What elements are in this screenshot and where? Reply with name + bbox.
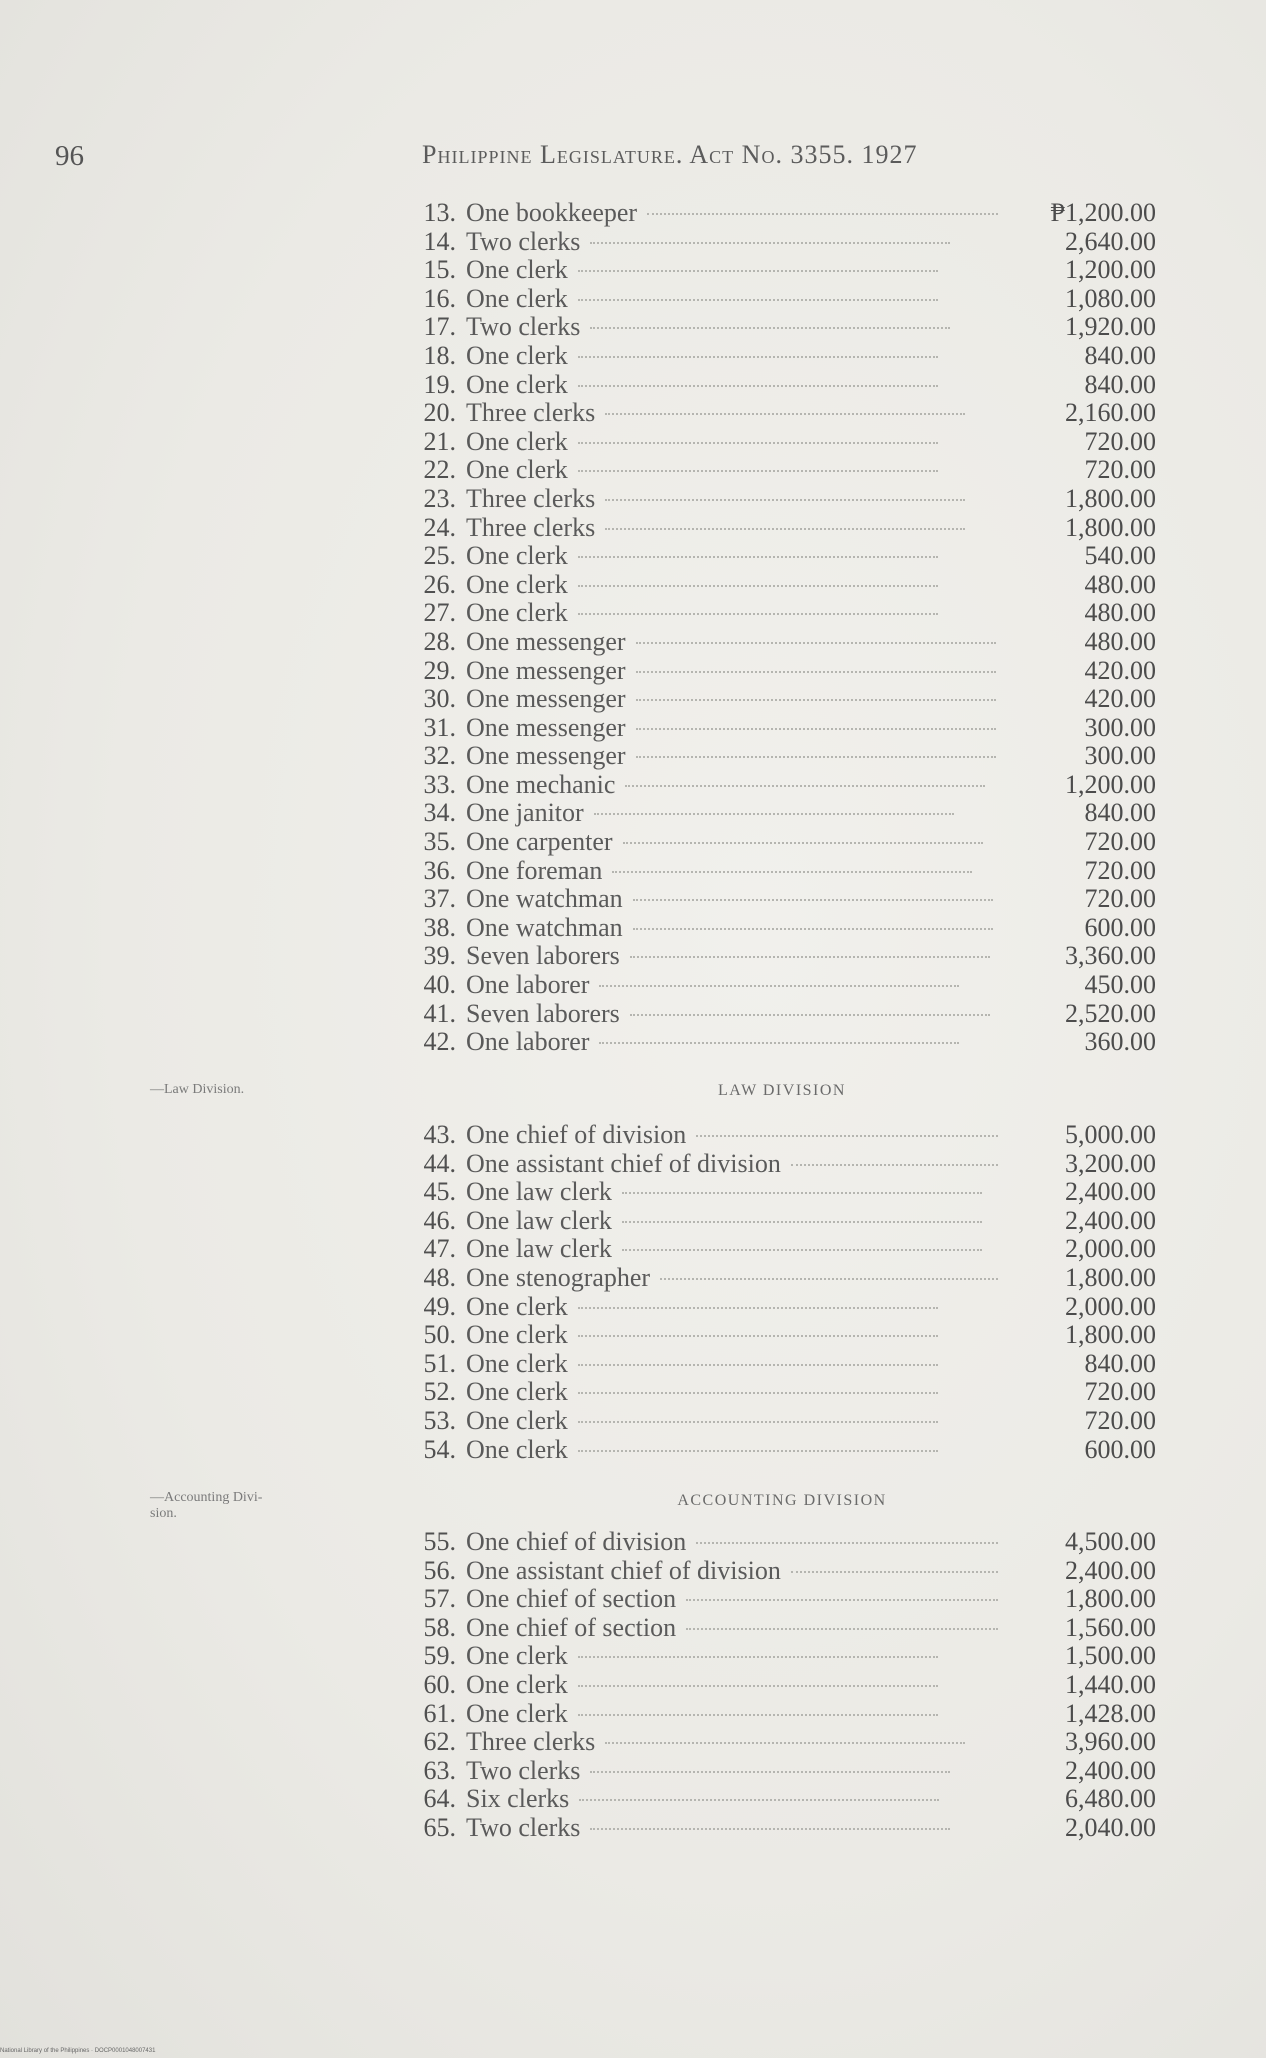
item-description: One clerk — [466, 283, 568, 313]
item-number: 60. — [423, 1669, 456, 1699]
item-amount: 2,400.00 — [1065, 1177, 1156, 1207]
dot-leader — [622, 1221, 982, 1223]
item-number: 62. — [423, 1727, 456, 1757]
item-description: One carpenter — [466, 827, 613, 857]
list-item — [408, 1613, 1156, 1642]
item-description: One clerk — [466, 569, 568, 599]
dot-leader — [599, 1042, 959, 1044]
list-item — [408, 513, 1156, 542]
item-description: One bookkeeper — [466, 198, 638, 227]
dot-leader — [578, 1335, 938, 1337]
item-number: 53. — [423, 1405, 456, 1435]
item-number: 43. — [423, 1120, 456, 1149]
list-item — [408, 1641, 1156, 1670]
item-amount: 720.00 — [1084, 827, 1156, 857]
item-amount: 2,400.00 — [1065, 1555, 1156, 1585]
list-item — [408, 398, 1156, 427]
item-description: One messenger — [466, 741, 626, 771]
dot-leader — [636, 756, 996, 758]
list-item — [408, 1320, 1156, 1349]
item-description: One clerk — [466, 1698, 568, 1728]
list-item — [408, 1584, 1156, 1613]
item-description: One clerk — [466, 455, 568, 485]
item-number: 41. — [423, 998, 456, 1028]
dot-leader — [791, 1571, 998, 1573]
item-amount: 1,428.00 — [1065, 1698, 1156, 1728]
dot-leader — [578, 470, 938, 472]
item-amount: 720.00 — [1084, 884, 1156, 914]
list-item — [408, 1527, 1156, 1556]
item-amount: 720.00 — [1084, 1405, 1156, 1435]
appropriation-list-general — [408, 198, 1156, 1056]
list-item — [408, 312, 1156, 341]
item-number: 17. — [423, 312, 456, 342]
item-description: One watchman — [466, 884, 623, 914]
dot-leader — [578, 1450, 938, 1452]
list-item — [408, 198, 1156, 227]
item-amount: 3,360.00 — [1065, 941, 1156, 971]
dot-leader — [612, 871, 972, 873]
item-description: One clerk — [466, 1291, 568, 1321]
item-description: One clerk — [466, 1641, 568, 1671]
dot-leader — [578, 1364, 938, 1366]
item-description: One chief of division — [466, 1527, 687, 1556]
item-description: One clerk — [466, 541, 568, 571]
item-number: 22. — [423, 455, 456, 485]
item-description: Two clerks — [466, 1812, 581, 1842]
item-description: One clerk — [466, 1434, 568, 1464]
item-number: 42. — [423, 1027, 456, 1057]
item-number: 45. — [423, 1177, 456, 1207]
marginal-note-line: —Accounting Divi- — [150, 1490, 263, 1505]
running-head: Philippine Legislature. Act No. 3355. 1927 — [422, 140, 918, 169]
list-item — [408, 999, 1156, 1028]
dot-leader — [578, 299, 938, 301]
item-description: Three clerks — [466, 483, 596, 513]
item-number: 31. — [423, 712, 456, 742]
appropriation-list-accounting-division — [408, 1527, 1156, 1842]
list-item — [408, 570, 1156, 599]
list-item — [408, 1263, 1156, 1292]
list-item — [408, 1727, 1156, 1756]
dot-leader — [647, 213, 998, 215]
dot-leader — [636, 728, 996, 730]
dot-leader — [605, 528, 965, 530]
list-item — [408, 941, 1156, 970]
item-amount: 2,160.00 — [1065, 398, 1156, 428]
item-amount: 600.00 — [1084, 912, 1156, 942]
item-amount: 840.00 — [1084, 340, 1156, 370]
list-item — [408, 1435, 1156, 1464]
item-description: Seven laborers — [466, 941, 620, 971]
item-description: One assistant chief of division — [466, 1555, 781, 1585]
item-amount: 2,520.00 — [1065, 998, 1156, 1028]
item-amount: 1,800.00 — [1065, 1584, 1156, 1614]
item-description: One clerk — [466, 598, 568, 628]
dot-leader — [590, 327, 950, 329]
item-amount: 3,960.00 — [1065, 1727, 1156, 1757]
dot-leader — [578, 1421, 938, 1423]
item-description: One chief of division — [466, 1120, 687, 1149]
item-number: 54. — [423, 1434, 456, 1464]
list-item — [408, 1349, 1156, 1378]
item-amount: 420.00 — [1084, 684, 1156, 714]
item-description: Two clerks — [466, 312, 581, 342]
item-amount: 2,400.00 — [1065, 1755, 1156, 1785]
list-item — [408, 913, 1156, 942]
dot-leader — [579, 1799, 939, 1801]
item-amount: 1,800.00 — [1065, 1262, 1156, 1292]
item-amount: 480.00 — [1084, 569, 1156, 599]
dot-leader — [590, 1828, 950, 1830]
list-item — [408, 370, 1156, 399]
dot-leader — [599, 985, 959, 987]
list-item — [408, 656, 1156, 685]
item-description: One laborer — [466, 1027, 590, 1057]
item-number: 19. — [423, 369, 456, 399]
dot-leader — [633, 928, 993, 930]
dot-leader — [578, 556, 938, 558]
dot-leader — [696, 1542, 998, 1544]
dot-leader — [590, 242, 950, 244]
dot-leader — [622, 1192, 982, 1194]
section-heading-accounting-division: ACCOUNTING DIVISION — [677, 1492, 887, 1509]
list-item — [408, 713, 1156, 742]
item-number: 13. — [423, 198, 456, 227]
item-description: One mechanic — [466, 769, 616, 799]
item-number: 30. — [423, 684, 456, 714]
item-number: 56. — [423, 1555, 456, 1585]
item-number: 48. — [423, 1262, 456, 1292]
item-description: One messenger — [466, 684, 626, 714]
dot-leader — [578, 1656, 938, 1658]
item-number: 55. — [423, 1527, 456, 1556]
item-number: 46. — [423, 1205, 456, 1235]
item-description: One foreman — [466, 855, 603, 885]
item-description: One messenger — [466, 712, 626, 742]
item-amount: 720.00 — [1084, 855, 1156, 885]
item-number: 27. — [423, 598, 456, 628]
item-amount: 1,200.00 — [1065, 255, 1156, 285]
list-item — [408, 798, 1156, 827]
item-description: One clerk — [466, 1348, 568, 1378]
item-description: One laborer — [466, 970, 590, 1000]
list-item — [408, 1292, 1156, 1321]
item-description: One clerk — [466, 1320, 568, 1350]
dot-leader — [578, 442, 938, 444]
item-number: 25. — [423, 541, 456, 571]
list-item — [408, 1699, 1156, 1728]
item-number: 18. — [423, 340, 456, 370]
item-amount: 420.00 — [1084, 655, 1156, 685]
item-description: Three clerks — [466, 398, 596, 428]
list-item — [408, 627, 1156, 656]
item-number: 59. — [423, 1641, 456, 1671]
item-number: 52. — [423, 1377, 456, 1407]
item-number: 51. — [423, 1348, 456, 1378]
dot-leader — [578, 1307, 938, 1309]
item-description: One messenger — [466, 626, 626, 656]
item-number: 39. — [423, 941, 456, 971]
dot-leader — [594, 813, 954, 815]
item-amount: 480.00 — [1084, 598, 1156, 628]
list-item — [408, 1206, 1156, 1235]
section-heading-law-division: LAW DIVISION — [718, 1082, 846, 1099]
dot-leader — [578, 270, 938, 272]
item-amount: 840.00 — [1084, 369, 1156, 399]
list-item — [408, 827, 1156, 856]
item-amount: 2,400.00 — [1065, 1205, 1156, 1235]
item-amount: 1,560.00 — [1065, 1612, 1156, 1642]
item-number: 20. — [423, 398, 456, 428]
list-item — [408, 1149, 1156, 1178]
marginal-note-law-division: —Law Division. — [150, 1082, 245, 1097]
item-description: One clerk — [466, 1669, 568, 1699]
dot-leader — [686, 1628, 998, 1630]
item-number: 26. — [423, 569, 456, 599]
item-amount: 1,500.00 — [1065, 1641, 1156, 1671]
item-description: Three clerks — [466, 1727, 596, 1757]
item-description: Two clerks — [466, 226, 581, 256]
item-description: One stenographer — [466, 1262, 651, 1292]
dot-leader — [622, 1249, 982, 1251]
dot-leader — [660, 1278, 998, 1280]
item-amount: 2,040.00 — [1065, 1812, 1156, 1842]
item-description: One clerk — [466, 340, 568, 370]
item-description: One law clerk — [466, 1205, 612, 1235]
dot-leader — [633, 899, 993, 901]
list-item — [408, 1027, 1156, 1056]
item-amount: 5,000.00 — [1065, 1120, 1156, 1149]
item-amount: 300.00 — [1084, 712, 1156, 742]
dot-leader — [636, 671, 996, 673]
item-number: 49. — [423, 1291, 456, 1321]
item-amount: 720.00 — [1084, 1377, 1156, 1407]
item-description: One law clerk — [466, 1177, 612, 1207]
item-amount: 1,920.00 — [1065, 312, 1156, 342]
archive-footer: National Library of the Philippines · DOCP0001048007431 — [0, 2048, 156, 2054]
item-number: 57. — [423, 1584, 456, 1614]
item-amount: 360.00 — [1084, 1027, 1156, 1057]
dot-leader — [625, 785, 985, 787]
list-item — [408, 1234, 1156, 1263]
item-description: One clerk — [466, 369, 568, 399]
item-amount: 840.00 — [1084, 798, 1156, 828]
dot-leader — [578, 585, 938, 587]
item-amount: 1,800.00 — [1065, 512, 1156, 542]
item-number: 65. — [423, 1812, 456, 1842]
list-item — [408, 1813, 1156, 1842]
item-number: 36. — [423, 855, 456, 885]
item-number: 35. — [423, 827, 456, 857]
list-item — [408, 884, 1156, 913]
dot-leader — [578, 385, 938, 387]
marginal-note-line: sion. — [150, 1506, 177, 1521]
item-amount: 4,500.00 — [1065, 1527, 1156, 1556]
item-amount: 540.00 — [1084, 541, 1156, 571]
page-number: 96 — [55, 140, 84, 172]
list-item — [408, 1120, 1156, 1149]
item-number: 23. — [423, 483, 456, 513]
item-amount: 2,000.00 — [1065, 1234, 1156, 1264]
dot-leader — [630, 1014, 990, 1016]
item-amount: 1,080.00 — [1065, 283, 1156, 313]
item-description: One chief of section — [466, 1612, 677, 1642]
dot-leader — [686, 1599, 998, 1601]
list-item — [408, 770, 1156, 799]
list-item — [408, 284, 1156, 313]
list-item — [408, 741, 1156, 770]
item-description: One watchman — [466, 912, 623, 942]
dot-leader — [605, 499, 965, 501]
dot-leader — [578, 1714, 938, 1716]
item-amount: 1,800.00 — [1065, 1320, 1156, 1350]
item-number: 16. — [423, 283, 456, 313]
item-number: 14. — [423, 226, 456, 256]
item-description: One messenger — [466, 655, 626, 685]
item-number: 37. — [423, 884, 456, 914]
item-number: 34. — [423, 798, 456, 828]
item-amount: 2,000.00 — [1065, 1291, 1156, 1321]
item-amount: 1,800.00 — [1065, 483, 1156, 513]
dot-leader — [578, 356, 938, 358]
item-number: 28. — [423, 626, 456, 656]
item-description: One janitor — [466, 798, 584, 828]
item-number: 61. — [423, 1698, 456, 1728]
appropriation-list-law-division — [408, 1120, 1156, 1463]
item-number: 15. — [423, 255, 456, 285]
list-item — [408, 1377, 1156, 1406]
item-number: 33. — [423, 769, 456, 799]
list-item — [408, 1177, 1156, 1206]
item-amount: 720.00 — [1084, 455, 1156, 485]
dot-leader — [791, 1164, 998, 1166]
list-item — [408, 341, 1156, 370]
list-item — [408, 227, 1156, 256]
item-description: One law clerk — [466, 1234, 612, 1264]
dot-leader — [623, 842, 983, 844]
list-item — [408, 1406, 1156, 1435]
item-amount: 3,200.00 — [1065, 1148, 1156, 1178]
item-number: 24. — [423, 512, 456, 542]
item-number: 21. — [423, 426, 456, 456]
list-item — [408, 970, 1156, 999]
item-number: 32. — [423, 741, 456, 771]
list-item — [408, 1556, 1156, 1585]
dot-leader — [578, 1685, 938, 1687]
item-description: Three clerks — [466, 512, 596, 542]
list-item — [408, 484, 1156, 513]
item-number: 47. — [423, 1234, 456, 1264]
item-description: One clerk — [466, 1405, 568, 1435]
item-number: 44. — [423, 1148, 456, 1178]
item-description: One clerk — [466, 255, 568, 285]
marginal-note-accounting-division — [150, 1490, 262, 1522]
item-description: One clerk — [466, 1377, 568, 1407]
list-item — [408, 598, 1156, 627]
list-item — [408, 1670, 1156, 1699]
item-amount: 450.00 — [1084, 970, 1156, 1000]
item-number: 64. — [423, 1784, 456, 1814]
item-description: One chief of section — [466, 1584, 677, 1614]
item-amount: 6,480.00 — [1065, 1784, 1156, 1814]
item-amount: 2,640.00 — [1065, 226, 1156, 256]
list-item — [408, 1756, 1156, 1785]
list-item — [408, 455, 1156, 484]
dot-leader — [578, 1392, 938, 1394]
item-description: One assistant chief of division — [466, 1148, 781, 1178]
item-number: 40. — [423, 970, 456, 1000]
item-description: Six clerks — [466, 1784, 570, 1814]
item-number: 63. — [423, 1755, 456, 1785]
list-item — [408, 1784, 1156, 1813]
item-amount: 600.00 — [1084, 1434, 1156, 1464]
dot-leader — [630, 956, 990, 958]
item-number: 50. — [423, 1320, 456, 1350]
dot-leader — [605, 413, 965, 415]
dot-leader — [696, 1135, 998, 1137]
item-amount: ₱1,200.00 — [1050, 198, 1156, 227]
dot-leader — [578, 613, 938, 615]
item-amount: 720.00 — [1084, 426, 1156, 456]
item-description: Two clerks — [466, 1755, 581, 1785]
item-number: 38. — [423, 912, 456, 942]
item-description: Seven laborers — [466, 998, 620, 1028]
dot-leader — [605, 1742, 965, 1744]
list-item — [408, 856, 1156, 885]
list-item — [408, 541, 1156, 570]
list-item — [408, 427, 1156, 456]
item-amount: 840.00 — [1084, 1348, 1156, 1378]
list-item — [408, 255, 1156, 284]
item-amount: 300.00 — [1084, 741, 1156, 771]
item-number: 29. — [423, 655, 456, 685]
dot-leader — [636, 642, 996, 644]
item-amount: 1,440.00 — [1065, 1669, 1156, 1699]
item-amount: 1,200.00 — [1065, 769, 1156, 799]
item-description: One clerk — [466, 426, 568, 456]
item-number: 58. — [423, 1612, 456, 1642]
list-item — [408, 684, 1156, 713]
dot-leader — [636, 699, 996, 701]
item-amount: 480.00 — [1084, 626, 1156, 656]
dot-leader — [590, 1771, 950, 1773]
